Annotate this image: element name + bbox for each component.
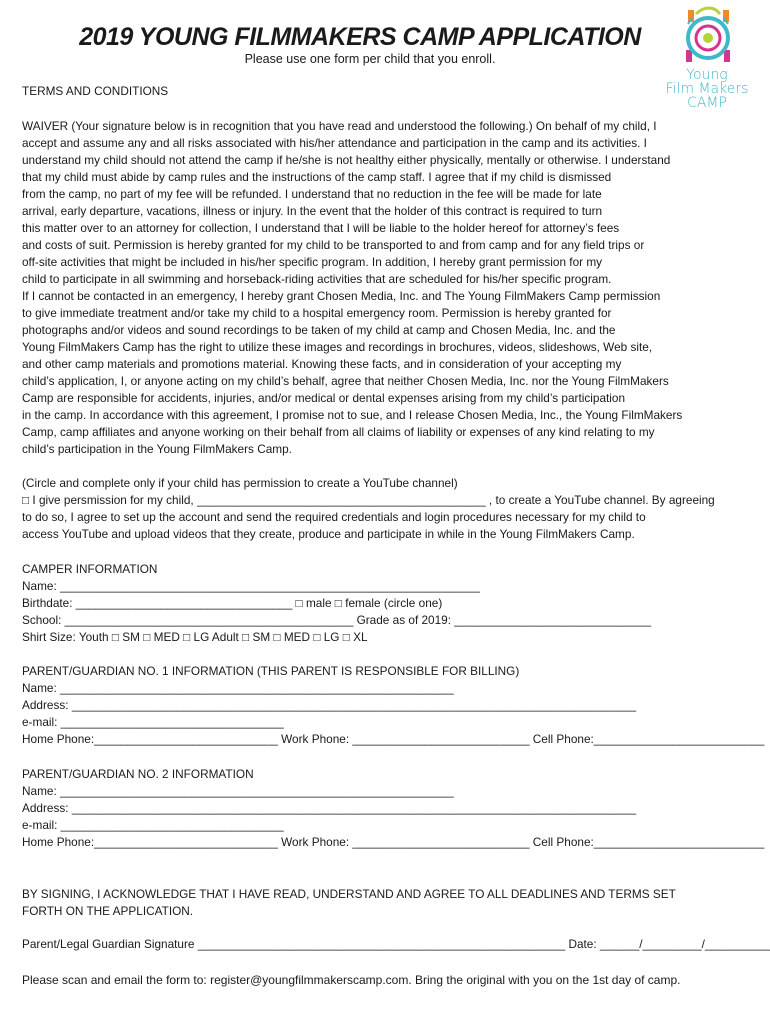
waiver-line: child’s application, I, or anyone acting on my child’s behalf, agree that neither Chosen Media, Inc. nor the Young FilmMakers xyxy=(22,374,669,388)
camper-school-grade-field[interactable]: School: ____________________________________________ Grade as of 2019: ______________________________ xyxy=(22,613,652,627)
signature-date-field[interactable]: Parent/Legal Guardian Signature ________________________________________________________ Date: ______/_________/__________ xyxy=(22,937,770,951)
guardian2-email-field[interactable]: e-mail: __________________________________ xyxy=(22,818,284,832)
youtube-permission-line: access YouTube and upload videos that they create, produce and participate in while in the Young FilmMakers Camp. xyxy=(22,527,635,541)
guardian1-address-field[interactable]: Address: ______________________________________________________________________________________ xyxy=(22,698,637,712)
footer-instructions: Please scan and email the form to: register@youngfilmmakerscamp.com. Bring the original with you on the 1st day of camp. xyxy=(22,973,681,987)
guardian2-phone-fields[interactable]: Home Phone:____________________________ Work Phone: ___________________________ Cell Phone:__________________________ xyxy=(22,835,765,849)
waiver-line: child’s participation in the Young FilmMakers Camp. xyxy=(22,442,292,456)
guardian2-heading: PARENT/GUARDIAN NO. 2 INFORMATION xyxy=(22,767,254,781)
logo-line-film-makers: Film Makers xyxy=(665,81,749,97)
guardian1-information-section xyxy=(22,663,765,748)
youtube-instruction: (Circle and complete only if your child has permission to create a YouTube channel) xyxy=(22,476,458,490)
acknowledgement-section xyxy=(22,886,752,920)
waiver-line: WAIVER (Your signature below is in recognition that you have read and understood the following.) On behalf of my child, I xyxy=(22,119,657,133)
guardian2-address-field[interactable]: Address: ______________________________________________________________________________________ xyxy=(22,801,637,815)
guardian2-information-section xyxy=(22,766,765,851)
waiver-line: from the camp, no part of my fee will be refunded. I understand that no reduction in the fee will be made for late xyxy=(22,187,602,201)
guardian1-name-field[interactable]: Name: ____________________________________________________________ xyxy=(22,681,454,695)
youtube-permission-section xyxy=(22,475,752,543)
waiver-paragraph xyxy=(22,118,752,458)
camper-information-section xyxy=(22,561,752,646)
waiver-line: child to participate in all swimming and horseback-riding activities that are scheduled for his/her specific program. xyxy=(22,272,612,286)
waiver-line: and other camp materials and promotions material. Knowing these facts, and in consideration of your accepting my xyxy=(22,357,622,371)
waiver-line: that my child must abide by camp rules and the instructions of the camp staff. I agree that if my child is dismissed xyxy=(22,170,612,184)
camper-shirt-size-field[interactable]: Shirt Size: Youth □ SM □ MED □ LG Adult □ SM □ MED □ LG □ XL xyxy=(22,630,368,644)
waiver-line: Camp, camp affiliates and anyone working on their behalf from all claims of liability or expenses of any kind relating to my xyxy=(22,425,655,439)
waiver-line: arrival, early departure, vacations, illness or injury. In the event that the holder of this contract is required to turn xyxy=(22,204,603,218)
waiver-line: Camp are responsible for accidents, injuries, and/or medical or dental expenses arising from my child’s participation xyxy=(22,391,626,405)
acknowledgement-line: BY SIGNING, I ACKNOWLEDGE THAT I HAVE READ, UNDERSTAND AND AGREE TO ALL DEADLINES AND TERMS SET xyxy=(22,887,676,901)
waiver-line: accept and assume any and all risks associated with his/her attendance and participation in the camp and its activities. I xyxy=(22,136,647,150)
logo-line-young: Young xyxy=(686,67,728,83)
waiver-line: understand my child should not attend the camp if he/she is not healthy either physically, mentally or otherwise. I understand xyxy=(22,153,671,167)
waiver-line: If I cannot be contacted in an emergency, I hereby grant Chosen Media, Inc. and The Young FilmMakers Camp permission xyxy=(22,289,661,303)
camper-name-field[interactable]: Name: ________________________________________________________________ xyxy=(22,579,480,593)
young-filmmakers-camp-logo xyxy=(648,4,766,111)
guardian1-heading: PARENT/GUARDIAN NO. 1 INFORMATION (THIS PARENT IS RESPONSIBLE FOR BILLING) xyxy=(22,664,520,678)
camera-lens-logo-icon xyxy=(648,4,766,68)
youtube-permission-checkbox-line[interactable]: □ I give persmission for my child, ____________________________________________ , to create a YouTube channel. By agreeing xyxy=(22,493,715,507)
logo-line-camp: CAMP xyxy=(687,95,727,111)
form-subtitle: Please use one form per child that you enroll. xyxy=(244,52,496,66)
guardian1-email-field[interactable]: e-mail: __________________________________ xyxy=(22,715,284,729)
waiver-line: and costs of suit. Permission is hereby granted for my child to be transported to and from camp and for any field trips or xyxy=(22,238,645,252)
waiver-line: off-site activities that might be included in his/her specific program. In addition, I hereby grant permission for my xyxy=(22,255,603,269)
camper-heading: CAMPER INFORMATION xyxy=(22,562,158,576)
waiver-line: this matter over to an attorney for collection, I understand that I will be liable to the holder hereof for attorney’s fees xyxy=(22,221,620,235)
form-title: 2019 YOUNG FILMMAKERS CAMP APPLICATION xyxy=(79,23,641,51)
camper-birthdate-gender-field[interactable]: Birthdate: _________________________________ □ male □ female (circle one) xyxy=(22,596,443,610)
signature-section xyxy=(22,936,770,953)
youtube-permission-line: to do so, I agree to set up the account and send the required credentials and login procedures necessary for my child to xyxy=(22,510,646,524)
guardian2-name-field[interactable]: Name: ____________________________________________________________ xyxy=(22,784,454,798)
terms-heading: TERMS AND CONDITIONS xyxy=(22,84,169,98)
waiver-line: photographs and/or videos and sound recordings to be taken of my child at camp and Chosen Media, Inc. and the xyxy=(22,323,616,337)
acknowledgement-line: FORTH ON THE APPLICATION. xyxy=(22,904,194,918)
waiver-line: to give immediate treatment and/or take my child to a hospital emergency room. Permission is hereby granted for xyxy=(22,306,612,320)
guardian1-phone-fields[interactable]: Home Phone:____________________________ Work Phone: ___________________________ Cell Phone:__________________________ xyxy=(22,732,765,746)
waiver-line: in the camp. In accordance with this agreement, I promise not to sue, and I release Chosen Media, Inc., the Young FilmMakers xyxy=(22,408,683,422)
waiver-line: Young FilmMakers Camp has the right to utilize these images and recordings in brochures, videos, slideshows, Web site, xyxy=(22,340,653,354)
